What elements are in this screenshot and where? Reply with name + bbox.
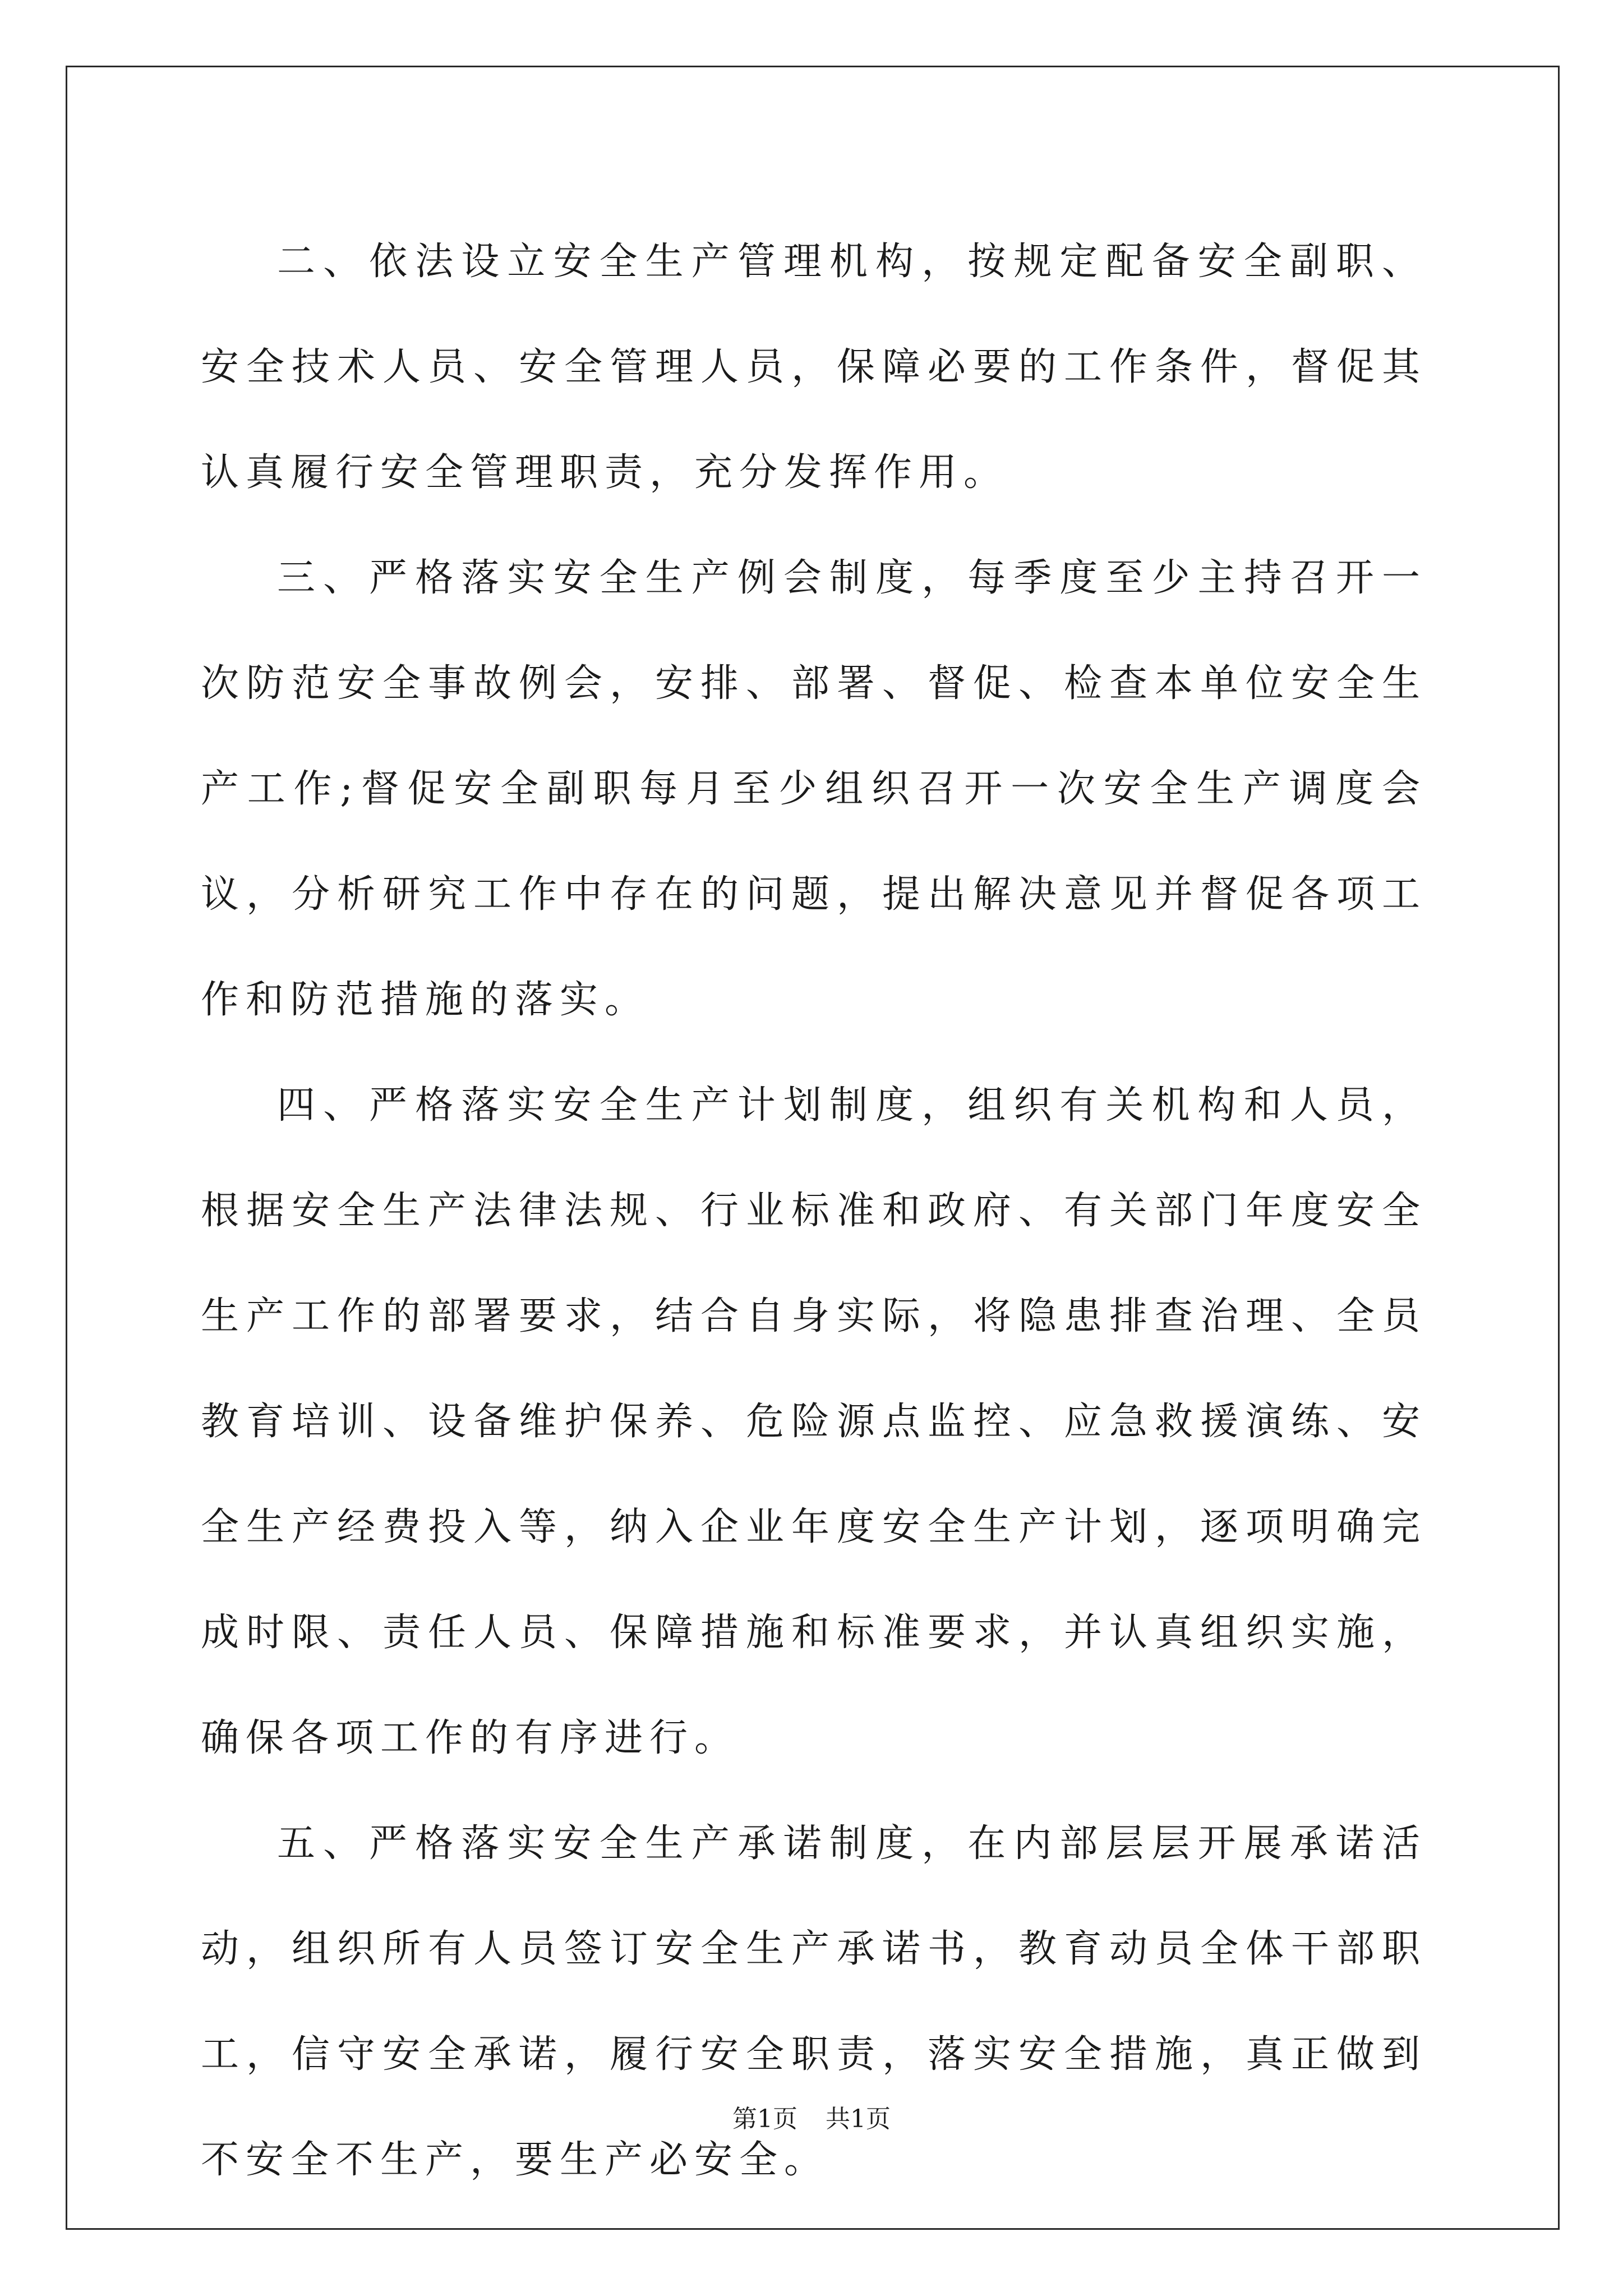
page-footer	[0, 2102, 1623, 2136]
page-total: 共1页	[826, 2105, 891, 2133]
paragraph-4: 四、严格落实安全生产计划制度，组织有关机构和人员，根据安全生产法律法规、行业标准和政府、有关部门年度安全生产工作的部署要求，结合自身实际，将隐患排查治理、全员教育培训、设备维护保养、危险源点监控、应急救援演练、安全生产经费投入等，纳入企业年度安全生产计划，逐项明确完成时限、责任人员、保障措施和标准要求，并认真组织实施，确保各项工作的有序进行。	[201, 1083, 1427, 1760]
paragraph-3: 三、严格落实安全生产例会制度，每季度至少主持召开一次防范安全事故例会，安排、部署、督促、检查本单位安全生产工作;督促安全副职每月至少组织召开一次安全生产调度会议，分析研究工作中存在的问题，提出解决意见并督促各项工作和防范措施的落实。	[201, 556, 1427, 1022]
paragraph-2: 二、依法设立安全生产管理机构，按规定配备安全副职、安全技术人员、安全管理人员，保障必要的工作条件，督促其认真履行安全管理职责，充分发挥作用。	[201, 240, 1427, 495]
document-body	[201, 209, 1427, 2213]
paragraph-5: 五、严格落实安全生产承诺制度，在内部层层开展承诺活动，组织所有人员签订安全生产承诺书，教育动员全体干部职工，信守安全承诺，履行安全职责，落实安全措施，真正做到不安全不生产，要生产必安全。	[201, 1821, 1427, 2182]
page-number: 第1页	[732, 2105, 797, 2133]
